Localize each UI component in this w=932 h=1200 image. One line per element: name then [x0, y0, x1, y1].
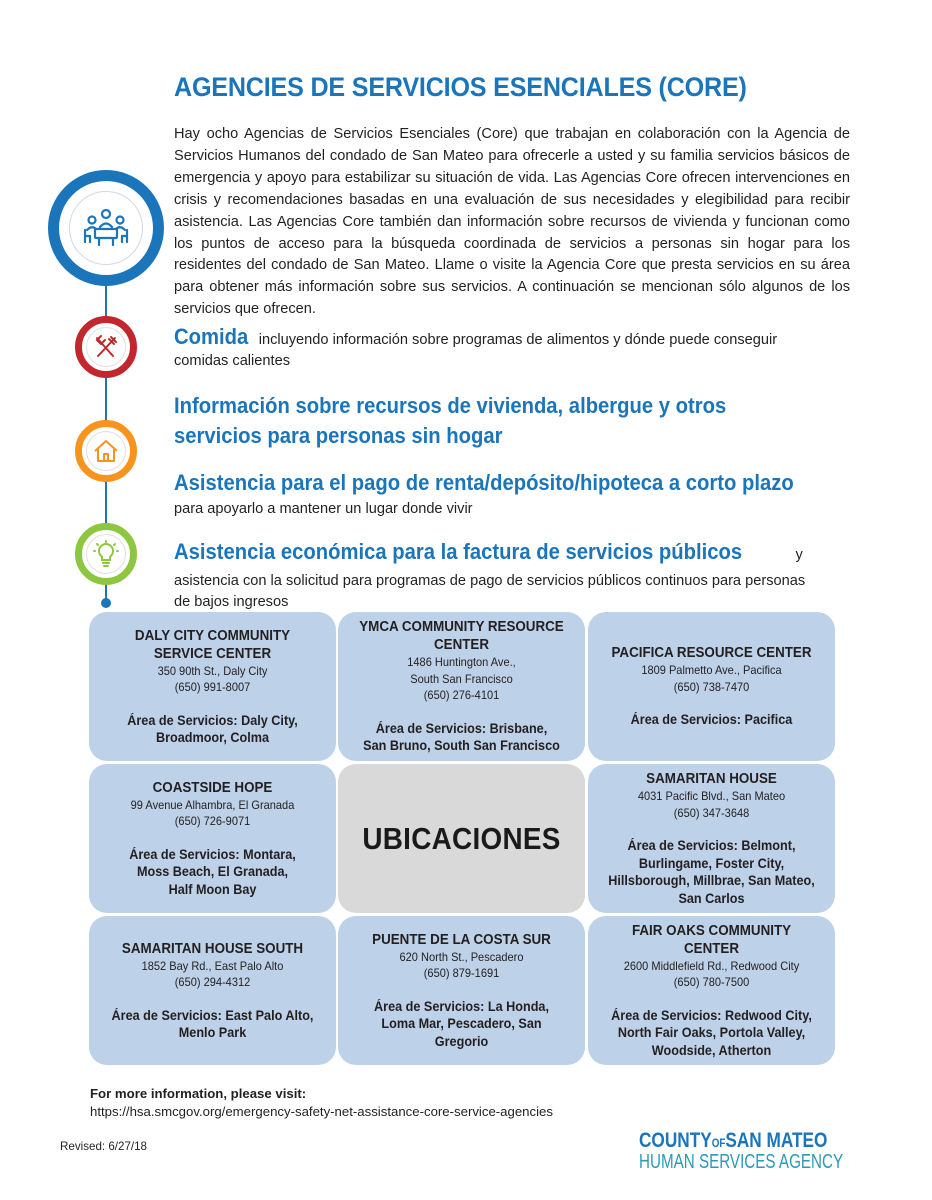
service-area-line: Área de Servicios: Brisbane, — [375, 720, 548, 736]
center-phone: (650) 294-4312 — [174, 975, 251, 989]
logo-county: COUNTY — [639, 1129, 712, 1152]
service-food — [174, 322, 854, 370]
utensils-icon — [92, 333, 120, 361]
center-name: DALY CITY COMMUNITY — [134, 627, 291, 644]
utility-inline-text: y — [791, 547, 803, 563]
service-area-line: Área de Servicios: Montara, — [129, 846, 296, 862]
timeline-dot — [101, 598, 111, 608]
center-service-area — [107, 1007, 318, 1042]
service-area-line: Área de Servicios: Belmont, — [627, 838, 796, 853]
service-area-line: San Carlos — [678, 890, 745, 906]
logo-of: OF — [711, 1136, 726, 1150]
center-name: YMCA COMMUNITY RESOURCE — [359, 619, 564, 636]
locations-label-box — [338, 764, 585, 913]
center-address: 620 North St., Pescadero — [399, 949, 524, 964]
center-address: 4031 Pacific Blvd., San Mateo — [637, 789, 786, 803]
service-area-line: Half Moon Bay — [168, 881, 257, 897]
service-area-line: Moss Beach, El Granada, — [136, 864, 289, 880]
county-logo — [639, 1129, 908, 1174]
center-card-pacifica — [588, 612, 835, 761]
service-area-line: Menlo Park — [178, 1025, 247, 1040]
service-area-line: Loma Mar, Pescadero, San Gregorio — [381, 1016, 542, 1049]
center-service-area — [356, 720, 567, 755]
intro-paragraph: Hay ocho Agencias de Servicios Esenciales (Core) que trabajan en colaboración con la Agencia de Servicios Humanos del condado de San Mateo para ofrecerle a usted y su familia servicios básicos de emergencia y apoyo para estabilizar su situación de vida. Las Agencias Core ofrecen intervenciones en crisis y recomendaciones basadas en una evaluación de sus necesidades y elegibilidad para recibir asistencia. Las Agencias Core también dan información sobre recursos de vivienda y funcionan como los puntos de acceso para la búsqueda coordinada de servicios a personas sin hogar para los residentes del condado de San Mateo. Llame o visite la Agencia Core que presta servicios en su área para obtener más información sobre sus servicios. A continuación se mencionan sólo algunos de los servicios que ofrecen. — [174, 126, 850, 318]
center-service-area — [356, 998, 567, 1051]
center-card-samaritan-house — [588, 764, 835, 913]
service-rent — [174, 468, 848, 517]
service-area-line: Área de Servicios: Redwood City, — [611, 1007, 812, 1023]
page-title: AGENCIES DE SERVICIOS ESENCIALES (CORE) — [174, 72, 747, 102]
service-area-line: Burlingame, Foster City, — [638, 855, 785, 871]
logo-agency: HUMAN SERVICES AGENCY — [639, 1151, 844, 1173]
center-service-area — [107, 712, 318, 747]
revised-date: Revised: 6/27/18 — [60, 1140, 148, 1153]
center-name-2: CENTER — [433, 637, 490, 654]
center-name: PUENTE DE LA COSTA SUR — [372, 931, 551, 948]
center-service-area — [606, 1007, 817, 1060]
food-heading: Comida — [174, 324, 249, 349]
center-address: 2600 Middlefield Rd., Redwood City — [623, 958, 800, 973]
center-service-area — [107, 846, 318, 899]
main-circle — [48, 170, 164, 286]
center-address: 1852 Bay Rd., East Palo Alto — [141, 958, 284, 973]
center-address: 1486 Huntington Ave., — [407, 655, 516, 670]
center-phone: (650) 347-3648 — [673, 805, 750, 820]
utility-heading: Asistencia económica para la factura de servicios públicos — [174, 539, 743, 564]
service-area-line: Woodside, Atherton — [651, 1042, 772, 1058]
center-card-daly-city — [89, 612, 336, 761]
center-card-fair-oaks — [588, 916, 835, 1065]
more-info — [90, 1085, 553, 1121]
food-text: incluyendo información sobre programas de alimentos y dónde puede conseguir — [254, 332, 778, 348]
center-name: SAMARITAN HOUSE — [646, 771, 777, 787]
utility-text — [174, 571, 854, 613]
center-address: 99 Avenue Alhambra, El Granada — [130, 797, 295, 812]
center-phone: (650) 991-8007 — [174, 680, 251, 694]
center-card-puente — [338, 916, 585, 1065]
housing-heading-1: Información sobre recursos de vivienda, albergue y otros — [174, 393, 727, 418]
logo-san-mateo: SAN MATEO — [725, 1129, 828, 1152]
center-address: 1809 Palmetto Ave., Pacifica — [641, 663, 782, 678]
service-area-line: Área de Servicios: East Palo Alto, — [111, 1007, 314, 1023]
center-name: PACIFICA RESOURCE CENTER — [611, 645, 812, 662]
food-circle — [75, 316, 137, 378]
center-phone: (650) 276-4101 — [423, 688, 500, 703]
service-area-line: Área de Servicios: Pacifica — [630, 712, 793, 728]
center-phone: (650) 780-7500 — [673, 975, 750, 990]
center-phone: (650) 726-9071 — [174, 814, 251, 829]
center-card-ymca — [338, 612, 585, 761]
house-icon — [92, 437, 120, 465]
service-area-line: Hillsborough, Millbrae, San Mateo, — [608, 873, 815, 888]
utility-text-2: de bajos ingresos — [174, 594, 289, 610]
locations-label: UBICACIONES — [362, 820, 561, 856]
rent-heading: Asistencia para el pago de renta/depósito/hipoteca a corto plazo — [174, 470, 794, 495]
lightbulb-icon — [92, 540, 120, 568]
center-address-2: South San Francisco — [410, 671, 513, 686]
rent-text: para apoyarlo a mantener un lugar donde vivir — [174, 501, 473, 517]
center-name-2: SERVICE CENTER — [153, 645, 272, 662]
utilities-circle — [75, 523, 137, 585]
food-text-2: comidas calientes — [174, 353, 290, 369]
center-service-area — [606, 711, 817, 729]
center-card-coastside-hope — [89, 764, 336, 913]
more-info-label: For more information, please visit: — [90, 1086, 307, 1101]
housing-heading-2: servicios para personas sin hogar — [174, 423, 503, 448]
center-address: 350 90th St., Daly City — [157, 663, 268, 678]
housing-circle — [75, 420, 137, 482]
service-area-line: Área de Servicios: La Honda, — [374, 998, 549, 1014]
more-info-url[interactable]: https://hsa.smcgov.org/emergency-safety-net-assistance-core-service-agencies — [90, 1104, 553, 1119]
service-area-line: Área de Servicios: Daly City, — [127, 712, 298, 728]
service-area-line: San Bruno, South San Francisco — [363, 738, 560, 754]
service-housing — [174, 391, 774, 451]
service-area-line: Broadmoor, Colma — [155, 730, 270, 745]
center-phone: (650) 738-7470 — [673, 679, 750, 694]
service-area-line: North Fair Oaks, Portola Valley, — [617, 1025, 806, 1041]
center-service-area — [606, 837, 817, 907]
service-utilities — [174, 537, 854, 613]
meeting-people-icon — [81, 208, 131, 248]
center-card-samaritan-house-south — [89, 916, 336, 1065]
center-name: SAMARITAN HOUSE SOUTH — [121, 940, 304, 957]
logo-county-line — [639, 1129, 859, 1153]
utility-text-1: asistencia con la solicitud para programas de pago de servicios públicos continuos para personas — [174, 573, 806, 589]
center-name: FAIR OAKS COMMUNITY CENTER — [631, 922, 792, 957]
center-name: COASTSIDE HOPE — [152, 779, 273, 796]
center-phone: (650) 879-1691 — [423, 966, 500, 981]
